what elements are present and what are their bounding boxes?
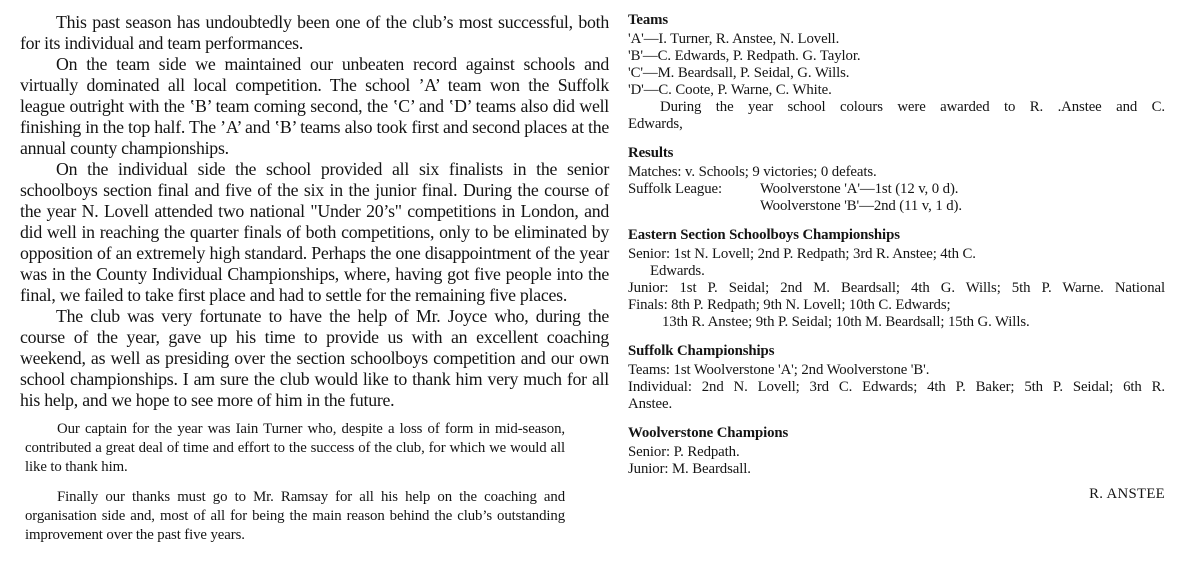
- suffolk-individual-line-2: Anstee.: [628, 396, 673, 412]
- section-eastern-championships: [628, 227, 1165, 331]
- section-heading-eastern: Eastern Section Schoolboys Championships: [628, 227, 900, 243]
- para-ramsay-thanks: Finally our thanks must go to Mr. Ramsay for all his help on the coaching and organisation side and, most of all for being the main reason behind the club’s outstanding improvement over the past five years.: [25, 489, 565, 543]
- eastern-finals-line-1: Finals: 8th P. Redpath; 9th N. Lovell; 10th C. Edwards;: [628, 297, 951, 313]
- team-line-a: 'A'—I. Turner, R. Anstee, N. Lovell.: [628, 31, 840, 47]
- suffolk-individual-line-1: Individual: 2nd N. Lovell; 3rd C. Edwards; 4th P. Baker; 5th P. Seidal; 6th R.: [628, 379, 1165, 395]
- results-column: [628, 12, 1165, 503]
- champions-senior-line: Senior: P. Redpath.: [628, 444, 740, 460]
- eastern-junior-line: Junior: 1st P. Seidal; 2nd M. Beardsall; 4th G. Wills; 5th P. Warne. National: [628, 280, 1165, 296]
- colours-note-line-1: During the year school colours were awarded to R. .Anstee and C.: [660, 99, 1165, 115]
- team-line-b: 'B'—C. Edwards, P. Redpath. G. Taylor.: [628, 48, 861, 64]
- results-matches-line: Matches: v. Schools; 9 victories; 0 defeats.: [628, 164, 877, 180]
- eastern-finals-line-2: 13th R. Anstee; 9th P. Seidal; 10th M. Beardsall; 15th G. Wills.: [662, 314, 1030, 330]
- results-league-line-a: [628, 181, 1165, 198]
- champions-junior-line: Junior: M. Beardsall.: [628, 461, 751, 477]
- results-league-label: Suffolk League:: [628, 181, 722, 197]
- section-woolverstone-champions: [628, 425, 1165, 478]
- eastern-senior-line-1: Senior: 1st N. Lovell; 2nd P. Redpath; 3rd R. Anstee; 4th C.: [628, 246, 976, 262]
- section-teams: [628, 12, 1165, 133]
- results-league-line-b: Woolverstone 'B'—2nd (11 v, 1 d).: [760, 198, 962, 214]
- section-results: [628, 145, 1165, 215]
- section-heading-teams: Teams: [628, 12, 669, 28]
- results-league-a-value: Woolverstone 'A'—1st (12 v, 0 d).: [760, 181, 959, 197]
- author-signature: R. ANSTEE: [1089, 486, 1165, 502]
- suffolk-teams-line: Teams: 1st Woolverstone 'A'; 2nd Woolverstone 'B'.: [628, 362, 930, 378]
- para-captain-note: Our captain for the year was Iain Turner who, despite a loss of form in mid-season, contributed a great deal of time and effort to the success of the club, for which we would all like to thank him.: [25, 421, 565, 475]
- colours-note-line-2: Edwards,: [628, 116, 683, 132]
- para-individual-results: On the individual side the school provided all six finalists in the senior schoolboys section final and five of the six in the junior final. During the course of the year N. Lovell attended two national "Under 20’s" competitions in London, and did well in reaching the quarter finals of both competitions, only to be eliminated by opposition of an extremely high standard. Perhaps the one disappointment of the year was in the County Individual Championships, where, having got five people into the final, we failed to take first place and had to settle for the remaining five places.: [20, 159, 609, 305]
- team-line-c: 'C'—M. Beardsall, P. Seidal, G. Wills.: [628, 65, 850, 81]
- para-team-results: On the team side we maintained our unbeaten record against schools and virtually dominated all local competition. The school ’A’ team won the Suffolk league outright with the ‛B’ team coming second, the ‛C’ and ‛D’ teams also did well finishing in the top half. The ’A’ and ‛B’ teams also took first and second places at the annual county championships.: [20, 54, 609, 158]
- section-heading-suffolk: Suffolk Championships: [628, 343, 775, 359]
- report-body-column: [20, 12, 609, 545]
- section-heading-champions: Woolverstone Champions: [628, 425, 789, 441]
- para-mr-joyce-thanks: The club was very fortunate to have the help of Mr. Joyce who, during the course of the year, gave up his time to provide us with an excellent coaching weekend, as well as presiding over the section schoolboys competition and our own school championships. I am sure the club would like to thank him very much for all his help, and we hope to see more of him in the future.: [20, 306, 609, 410]
- para-season-summary: This past season has undoubtedly been one of the club’s most successful, both for its individual and team performances.: [20, 12, 609, 53]
- team-line-d: 'D'—C. Coote, P. Warne, C. White.: [628, 82, 832, 98]
- eastern-senior-line-2: Edwards.: [650, 263, 705, 279]
- section-heading-results: Results: [628, 145, 674, 161]
- section-suffolk-championships: [628, 343, 1165, 413]
